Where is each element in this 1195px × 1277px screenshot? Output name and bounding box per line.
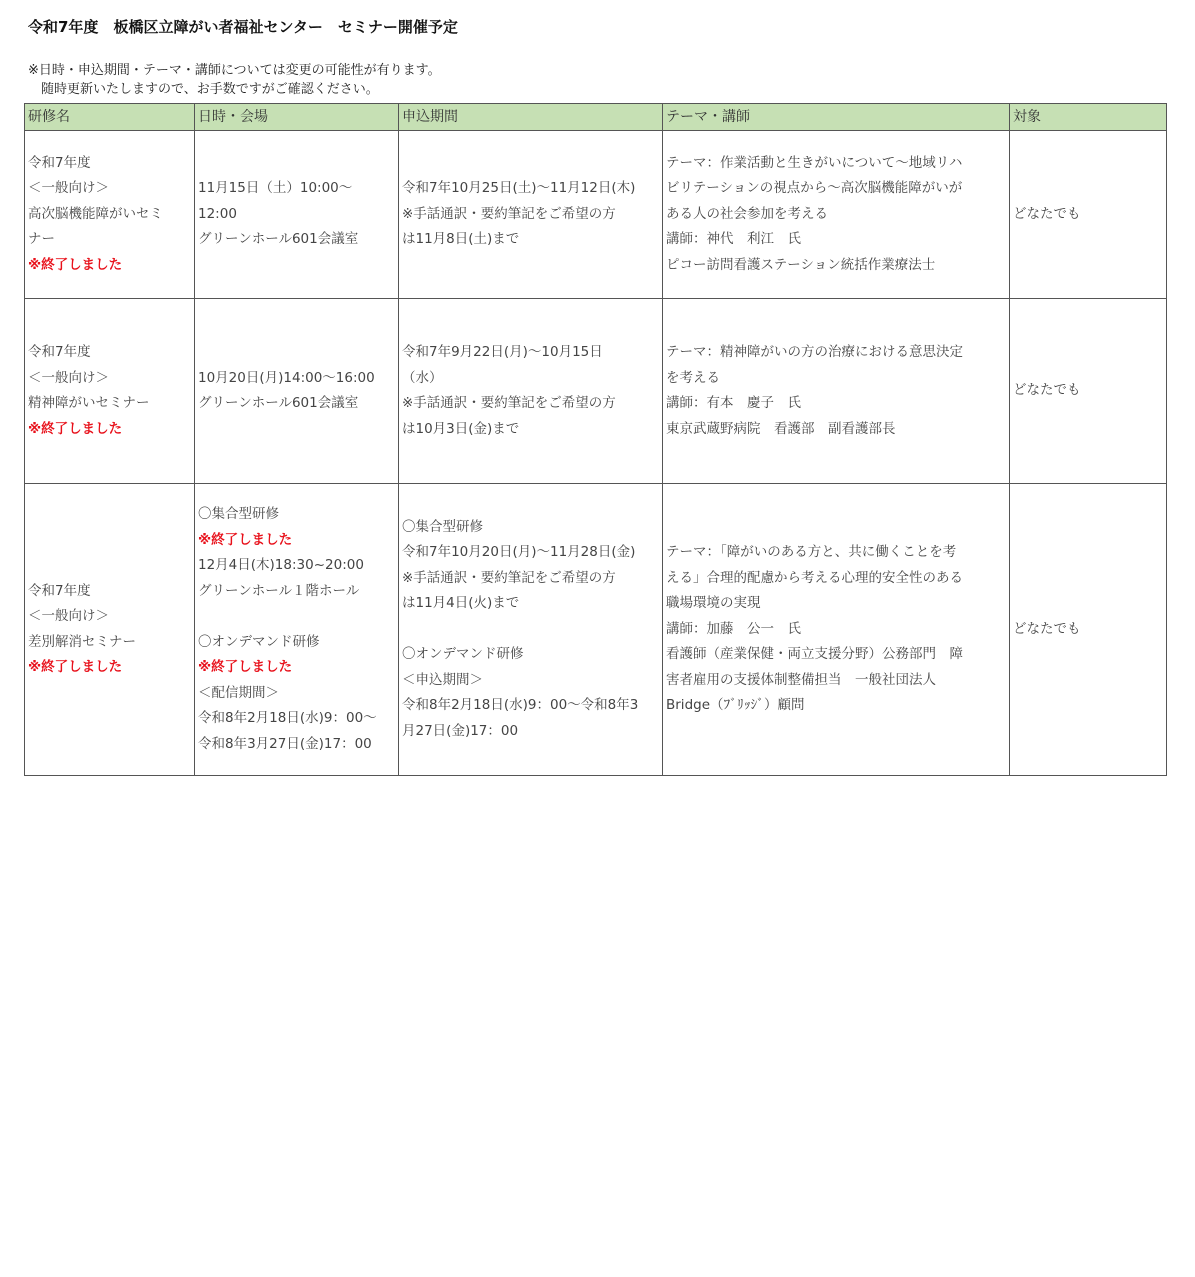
text-line: 12月4日(木)18:30~20:00 (198, 557, 364, 573)
text-line: 月27日(金)17：00 (402, 722, 519, 739)
text-line: ＜一般向け＞ (28, 180, 109, 197)
text-line: ※手話通訳・要約筆記をご希望の方 (402, 205, 616, 222)
text-line: 令和8年3月27日(金)17：00 (198, 735, 372, 752)
header-target: 対象 (1010, 104, 1167, 131)
table-row (25, 484, 1167, 776)
text-line: Bridge（ﾌﾞﾘｯｼﾞ）顧問 (666, 697, 805, 714)
text-line: 令和7年度 (28, 154, 91, 171)
text-line: 令和7年度 (28, 582, 91, 599)
text-line: 令和8年2月18日(水)9：00～ (198, 710, 377, 726)
header-apply: 申込期間 (399, 104, 663, 131)
text-line: は10月3日(金)まで (402, 420, 520, 437)
text-line (198, 604, 395, 630)
text-line: 令和7年10月25日(土)～11月12日(木) (402, 180, 636, 197)
text-line: ピコー訪問看護ステーション統括作業療法士 (666, 256, 936, 273)
text-line: ※手話通訳・要約筆記をご希望の方 (402, 395, 616, 411)
text-line: 東京武蔵野病院 看護部 副看護部長 (666, 420, 896, 437)
table-header-row (25, 104, 1167, 131)
cell-datetime (195, 484, 399, 776)
cell-datetime (195, 131, 399, 299)
text-line: （水） (402, 369, 443, 386)
text-line: ナー (28, 231, 55, 248)
text-line: える」合理的配慮から考える心理的安全性のある (666, 569, 963, 586)
text-line: は11月8日(土)まで (402, 231, 520, 248)
text-line: ※手話通訳・要約筆記をご希望の方 (402, 569, 616, 586)
text-line: テーマ：「障がいのある方と、共に働くことを考 (666, 544, 957, 561)
text-line: 11月15日（土）10:00～ (198, 180, 353, 197)
page-title: 令和7年度 板橋区立障がい者福祉センター セミナー開催予定 (28, 18, 458, 36)
text-line: ＜一般向け＞ (28, 608, 109, 624)
text-line: グリーンホール１階ホール (198, 582, 360, 599)
text-line: 講師：有本 慶子 氏 (666, 395, 801, 411)
text-line: 講師：神代 利江 氏 (666, 231, 801, 248)
notes (28, 61, 441, 99)
text-line: 令和8年2月18日(水)9：00～令和8年3 (402, 697, 639, 714)
text-line: ＜一般向け＞ (28, 369, 109, 386)
text-line: 令和7年9月22日(月)～10月15日 (402, 344, 603, 360)
cell-name (25, 131, 195, 299)
text-line: 害者雇用の支援体制整備担当 一般社団法人 (666, 671, 936, 688)
text-line: 高次脳機能障がいセミ (28, 205, 163, 222)
cell-name (25, 484, 195, 776)
status-ended: ※終了しました (28, 659, 123, 675)
cell-theme (663, 484, 1010, 776)
header-name: 研修名 (25, 104, 195, 131)
seminar-table (24, 103, 1167, 776)
text-line: 職場環境の実現 (666, 595, 761, 612)
cell-theme (663, 131, 1010, 299)
cell-target (1010, 131, 1167, 299)
text-line: 10月20日(月)14:00～16:00 (198, 369, 375, 386)
text-line: グリーンホール601会議室 (198, 395, 359, 411)
text-line: は11月4日(火)まで (402, 595, 520, 612)
header-theme: テーマ・講師 (663, 104, 1010, 131)
cell-name (25, 299, 195, 484)
text-line: 看護師（産業保健・両立支援分野）公務部門 障 (666, 646, 963, 663)
text-line: 差別解消セミナー (28, 633, 136, 650)
cell-datetime (195, 299, 399, 484)
cell-apply (399, 131, 663, 299)
text-line: どなたでも (1013, 205, 1081, 222)
cell-apply (399, 299, 663, 484)
text-line: 令和7年10月20日(月)～11月28日(金) (402, 544, 636, 561)
text-line: ある人の社会参加を考える (666, 205, 828, 222)
text-line: 〇集合型研修 (402, 518, 483, 535)
text-line: テーマ：作業活動と生きがいについて～地域リハ (666, 154, 963, 171)
text-line: グリーンホール601会議室 (198, 231, 359, 248)
table-row (25, 131, 1167, 299)
status-ended: ※終了しました (198, 531, 293, 548)
text-line: 〇オンデマンド研修 (198, 633, 320, 650)
text-line: 12:00 (198, 205, 237, 222)
text-line: 精神障がいセミナー (28, 395, 150, 411)
text-line: ＜配信期間＞ (198, 684, 279, 701)
status-ended: ※終了しました (28, 256, 123, 273)
header-datetime: 日時・会場 (195, 104, 399, 131)
status-ended: ※終了しました (28, 420, 123, 437)
note-line: ※日時・申込期間・テーマ・講師については変更の可能性が有ります。 (28, 63, 441, 78)
cell-theme (663, 299, 1010, 484)
status-ended: ※終了しました (198, 659, 293, 675)
text-line: 〇オンデマンド研修 (402, 646, 524, 663)
cell-target (1010, 484, 1167, 776)
text-line: 講師：加藤 公一 氏 (666, 620, 801, 637)
text-line: 〇集合型研修 (198, 506, 279, 522)
text-line: 令和7年度 (28, 344, 91, 360)
text-line: どなたでも (1013, 382, 1081, 399)
note-line: 随時更新いたしますので、お手数ですがご確認ください。 (28, 82, 379, 97)
table-row (25, 299, 1167, 484)
cell-apply (399, 484, 663, 776)
text-line: を考える (666, 369, 720, 386)
cell-target (1010, 299, 1167, 484)
text-line: どなたでも (1013, 620, 1081, 637)
text-line (402, 617, 659, 643)
text-line: ＜申込期間＞ (402, 671, 483, 688)
text-line: テーマ：精神障がいの方の治療における意思決定 (666, 344, 963, 360)
text-line: ビリテーションの視点から～高次脳機能障がいが (666, 180, 963, 197)
